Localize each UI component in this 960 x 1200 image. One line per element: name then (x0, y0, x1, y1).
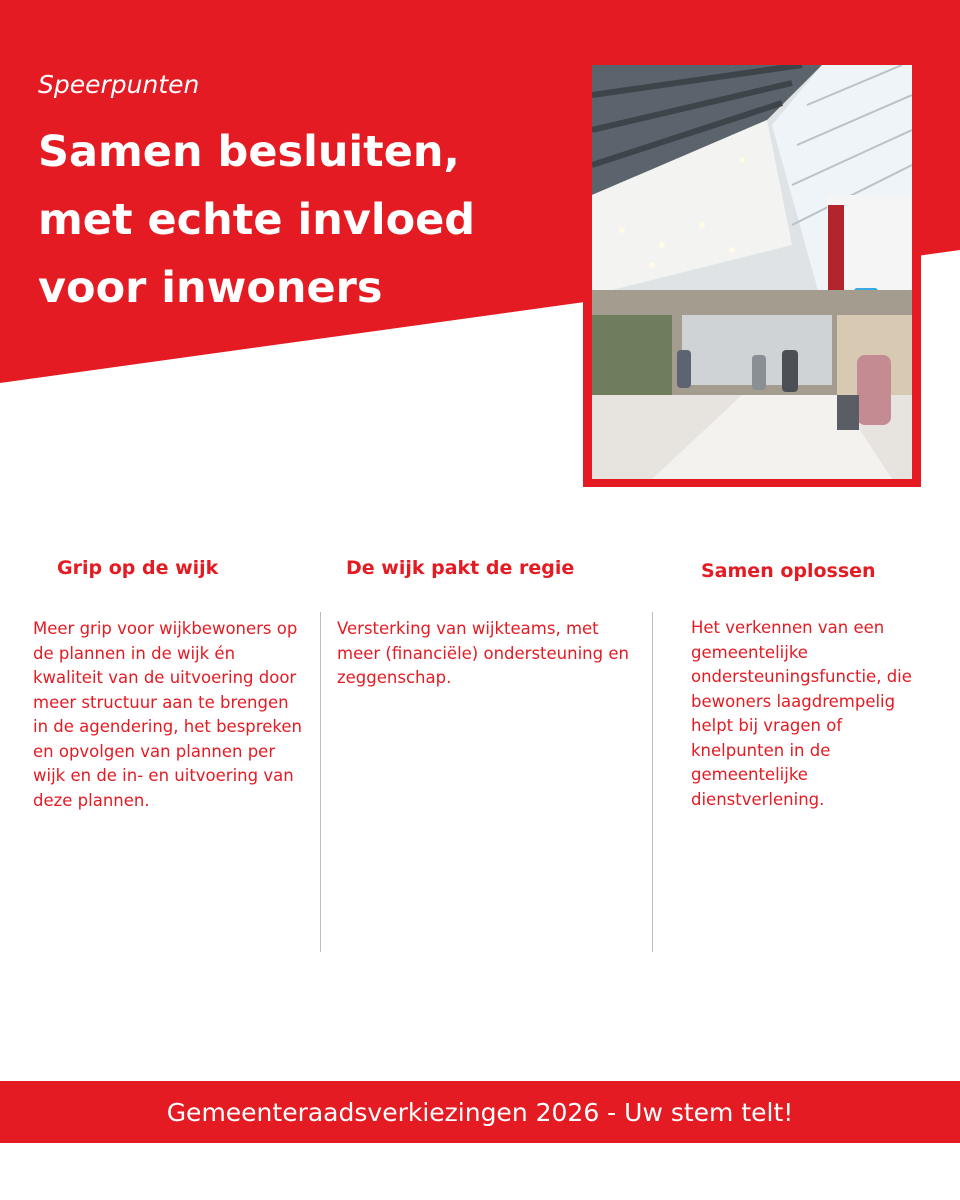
photo-frame (583, 57, 921, 487)
column-2-text: Versterking van wijkteams, met meer (financiële) ondersteuning en zeggenschap. (337, 619, 629, 687)
page-title: Samen besluiten, met echte invloed voor inwoners (38, 127, 476, 313)
column-3-text: Het verkennen van een gemeentelijke ondersteuningsfunctie, die bewoners laagdrempelig helpt bij vragen of knelpunten in de gemeentelijke dienstverlening. (691, 618, 912, 809)
column-1-text: Meer grip voor wijkbewoners op de plannen in de wijk én kwaliteit van de uitvoering door meer structuur aan te brengen in de agendering, het bespreken en opvolgen van plannen per wijk en de in- en uitvoering van deze plannen. (33, 619, 302, 810)
column-1-title: Grip op de wijk (57, 557, 219, 579)
column-divider-2 (652, 612, 653, 952)
column-divider-1 (320, 612, 321, 952)
footer-text: Gemeenteraadsverkiezingen 2026 - Uw stem telt! (166, 1097, 794, 1127)
column-2-title: De wijk pakt de regie (346, 557, 575, 579)
footer-banner (0, 1081, 960, 1143)
subtitle: Speerpunten (38, 70, 200, 99)
shopping-mall-photo (592, 65, 912, 479)
column-3-title: Samen oplossen (701, 560, 876, 582)
